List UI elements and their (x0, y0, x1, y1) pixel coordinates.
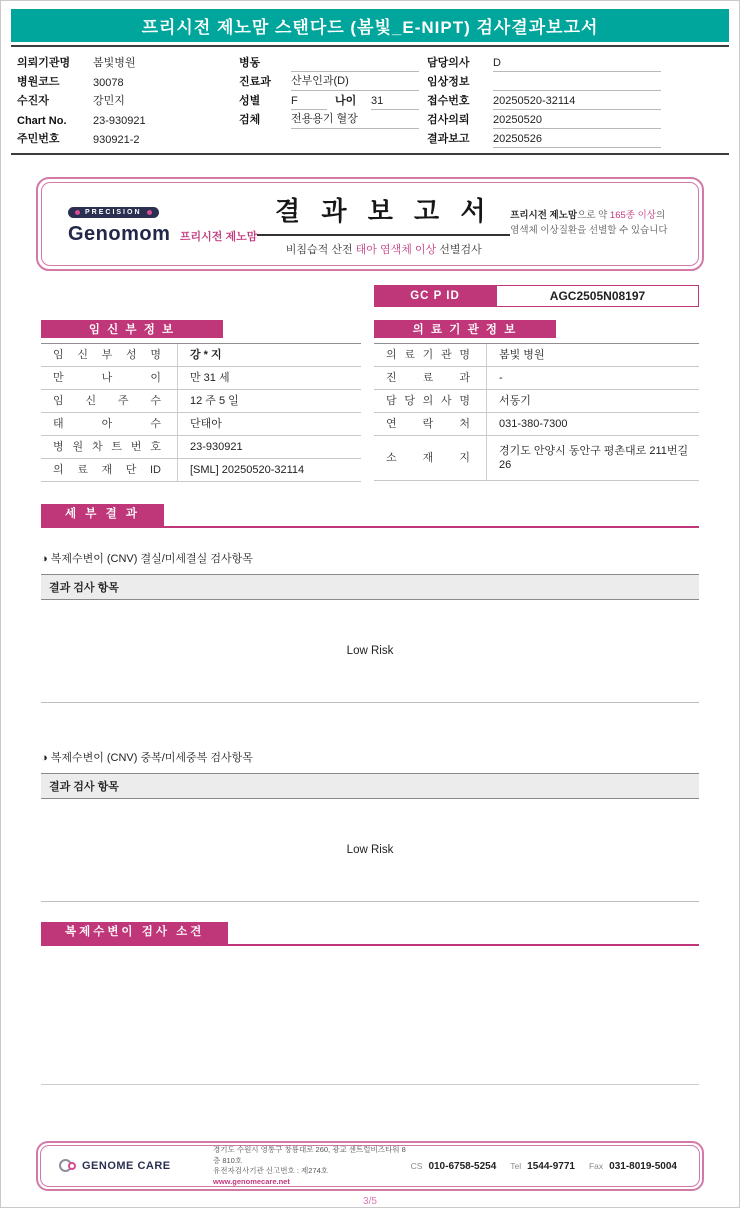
address-line-1: 경기도 수원시 영통구 창룡대로 260, 광교 센트럴비즈타워 8층 810호 (213, 1145, 406, 1165)
maternal-info-table (41, 320, 361, 482)
row-label: 연 락 처 (386, 418, 470, 430)
tel-number: 1544-9771 (527, 1160, 575, 1172)
row-value: 12 주 5 일 (177, 390, 361, 412)
field-label: 임상정보 (427, 76, 470, 88)
field-value: 봄빛병원 (93, 57, 136, 69)
table-row (374, 367, 699, 390)
screening-note-line1: 프리시전 제노맘으로 약 165종 이상의 (510, 210, 666, 222)
field-value: 산부인과(D) (291, 72, 419, 91)
field-label: 수진자 (17, 95, 49, 107)
row-label: 의 료 기 관 명 (386, 349, 470, 361)
badge-dot-icon (75, 210, 80, 215)
table-row (374, 344, 699, 367)
cnv-duplication-result-area (41, 799, 699, 902)
field-label: 성별 (239, 95, 261, 107)
patient-field-row (17, 110, 239, 129)
patient-field-row (239, 110, 427, 129)
table-row (41, 367, 361, 390)
field-label: Chart No. (17, 115, 67, 127)
patient-field-row (17, 72, 239, 91)
field-value: F (291, 95, 327, 110)
row-value: 서동기 (486, 390, 699, 412)
table-row (41, 436, 361, 459)
field-value: 31 (371, 95, 419, 110)
row-value: [SML] 20250520-32114 (177, 459, 361, 481)
field-label: 병동 (239, 57, 261, 69)
patient-field-row (239, 53, 427, 72)
field-label: 나이 (335, 95, 357, 107)
patient-field-row (427, 53, 723, 72)
footer-address (207, 1145, 411, 1187)
row-value: 23-930921 (177, 436, 361, 458)
field-value: 강민지 (93, 95, 125, 107)
fax-label: Fax (588, 1161, 604, 1171)
patient-field-row (239, 72, 427, 91)
report-title-bar (11, 9, 729, 42)
maternal-info-title: 임 신 부 정 보 (41, 320, 223, 338)
brand-name: Genomom (68, 223, 171, 245)
field-label: 병원코드 (17, 76, 60, 88)
cnv-deletion-heading: ◑ 복제수변이 (CNV) 결실/미세결실 검사항목 (41, 552, 253, 565)
patient-field-row (17, 53, 239, 72)
badge-dot-icon (147, 210, 152, 215)
field-label: 검체 (239, 114, 261, 126)
table-row (41, 413, 361, 436)
field-value: 20250520-32114 (493, 95, 661, 110)
row-value: 단태아 (177, 413, 361, 435)
genomom-logo (68, 202, 257, 246)
table-row (374, 436, 699, 481)
row-value: 만 31 세 (177, 367, 361, 389)
footer-contacts (411, 1161, 685, 1172)
page-number: 3/5 (363, 1196, 377, 1207)
detail-results-section-bar (41, 504, 699, 528)
footer-frame (36, 1141, 704, 1191)
genomecare-logo-icon (59, 1157, 77, 1175)
table-row (374, 413, 699, 436)
result-column-header: 결과 검사 항목 (41, 773, 699, 799)
risk-result: Low Risk (346, 644, 394, 657)
field-value: 전용용기 혈장 (291, 110, 419, 129)
report-title: 프리시전 제노맘 스탠다드 (봄빛_E-NIPT) 검사결과보고서 (141, 18, 599, 37)
report-main-title-block (257, 191, 510, 257)
field-label: 검사의뢰 (427, 114, 470, 126)
findings-title: 복제수변이 검사 소견 (41, 922, 228, 944)
row-label: 임 신 부 성 명 (53, 349, 161, 361)
patient-info-header (11, 45, 729, 155)
patient-field-row (239, 91, 427, 110)
gc-p-id-field (374, 285, 699, 307)
institution-info-table (374, 320, 699, 482)
brand-name-korean: 프리시전 제노맘 (179, 231, 258, 243)
gc-p-id-label: GC P ID (374, 285, 496, 307)
patient-header-left (17, 53, 239, 148)
detail-results-title: 세 부 결 과 (41, 504, 164, 526)
cs-label: CS (410, 1161, 423, 1171)
cnv-duplication-heading: ◑ 복제수변이 (CNV) 중복/미세중복 검사항목 (41, 751, 253, 764)
table-row (41, 390, 361, 413)
patient-field-row (427, 91, 723, 110)
row-label: 병 원 차 트 번 호 (53, 441, 161, 453)
precision-badge (68, 207, 159, 218)
field-value: 930921-2 (93, 134, 140, 146)
brand-row (68, 223, 257, 246)
field-value: 20250526 (493, 133, 661, 148)
address-line-2: 유전자검사기관 신고번호 : 제274호 (213, 1166, 329, 1175)
row-label: 진 료 과 (386, 372, 470, 384)
genomecare-brand: GENOME CARE (82, 1160, 171, 1172)
website-link: www.genomecare.net (213, 1176, 290, 1186)
row-label: 소 재 지 (386, 452, 470, 464)
patient-field-row (427, 129, 723, 148)
field-label: 결과보고 (427, 133, 470, 145)
row-label: 의 료 재 단 ID (53, 464, 161, 476)
field-value (493, 88, 661, 91)
patient-header-right (427, 53, 723, 148)
field-label: 진료과 (239, 76, 271, 88)
row-value: 031-380-7300 (486, 413, 699, 435)
footer-inner (40, 1145, 700, 1187)
institution-info-title: 의 료 기 관 정 보 (374, 320, 556, 338)
field-label: 담당의사 (427, 57, 470, 69)
field-value: 23-930921 (93, 115, 146, 127)
findings-empty-area (41, 946, 699, 1085)
row-label: 담 당 의 사 명 (386, 395, 470, 407)
patient-field-row (427, 110, 723, 129)
report-main-title: 결 과 보 고 서 (257, 191, 510, 236)
report-subtitle: 비침습적 산전 태아 염색체 이상 선별검사 (285, 244, 482, 256)
row-value: - (486, 367, 699, 389)
report-header-frame (36, 177, 704, 271)
cs-number: 010-6758-5254 (428, 1160, 497, 1172)
row-value: 강 * 지 (177, 344, 361, 366)
report-header-inner (41, 182, 699, 266)
patient-field-row (17, 91, 239, 110)
cnv-deletion-result-area (41, 600, 699, 703)
patient-header-middle (239, 53, 427, 148)
field-value: D (493, 57, 661, 72)
row-label: 태 아 수 (53, 418, 161, 430)
row-label: 만 나 이 (53, 372, 161, 384)
row-value: 봄빛 병원 (486, 344, 699, 366)
row-value: 경기도 안양시 동안구 평촌대로 211번길 26 (486, 436, 699, 480)
gc-p-id-value: AGC2505N08197 (496, 285, 699, 307)
precision-badge-label: PRECISION (85, 209, 142, 216)
info-tables (41, 320, 699, 482)
table-row (41, 344, 361, 367)
screening-note (510, 209, 682, 238)
findings-section-bar (41, 922, 699, 946)
fax-number: 031-8019-5004 (609, 1160, 677, 1172)
row-label: 임 신 주 수 (53, 395, 161, 407)
tel-label: Tel (510, 1161, 522, 1171)
genomecare-logo (59, 1157, 207, 1175)
table-row (41, 459, 361, 482)
field-label: 접수번호 (427, 95, 470, 107)
risk-result: Low Risk (346, 843, 394, 856)
result-column-header: 결과 검사 항목 (41, 574, 699, 600)
field-value: 20250520 (493, 114, 661, 129)
patient-field-row (427, 72, 723, 91)
table-row (374, 390, 699, 413)
patient-field-row (17, 129, 239, 148)
field-label: 의뢰기관명 (17, 57, 71, 69)
field-label: 주민번호 (17, 133, 60, 145)
screening-note-line2: 염색체 이상질환을 선별할 수 있습니다 (510, 225, 668, 236)
field-value: 30078 (93, 77, 124, 89)
